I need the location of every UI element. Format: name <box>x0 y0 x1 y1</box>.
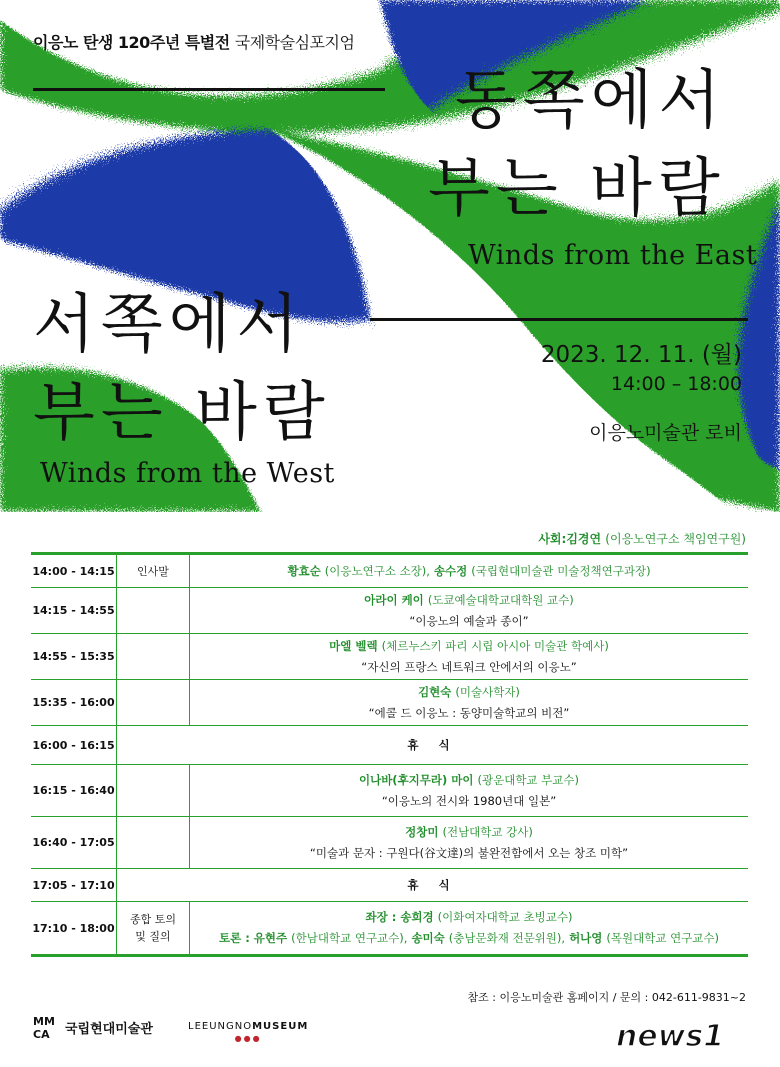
time-cell: 17:10 - 18:00 <box>31 902 117 954</box>
table-row <box>31 902 748 954</box>
leeungno-museum-logo <box>188 1021 308 1043</box>
news1-logo-icon <box>612 1012 772 1056</box>
table-row <box>31 869 748 902</box>
speaker-name: 토론 : 유현주 <box>218 931 288 945</box>
event-time: 14:00 – 18:00 <box>610 373 742 395</box>
speaker-line <box>359 770 579 791</box>
hero-artwork <box>0 0 780 512</box>
speaker-name: 송수정 <box>433 563 468 578</box>
speaker-name: 마엘 벨렉 <box>329 638 378 653</box>
east-title-line1: 동쪽에서 <box>455 64 727 138</box>
west-title-line2: 부는 바람 <box>33 376 331 450</box>
table-row <box>31 817 748 869</box>
event-subtitle <box>33 30 354 53</box>
leeungno-dots-icon: ●●● <box>234 1034 262 1043</box>
table-row <box>31 588 748 634</box>
table-row <box>31 555 748 588</box>
time-cell: 14:15 - 14:55 <box>31 588 117 633</box>
speaker-affiliation: (이응노연구소 소장), <box>324 563 430 578</box>
table-row <box>31 680 748 726</box>
moderator-label: 사회:김경연 <box>538 532 602 546</box>
speaker-name: 송미숙 <box>411 931 445 945</box>
west-title-line1: 서쪽에서 <box>33 288 305 362</box>
news1-text: news1 <box>616 1019 725 1054</box>
speaker-affiliation: (이화여자대학교 초빙교수) <box>437 910 573 924</box>
speaker-affiliation: (충남문화재 전문위원), <box>448 931 566 945</box>
west-english-title: Winds from the West <box>40 458 335 489</box>
time-cell: 16:00 - 16:15 <box>31 726 117 764</box>
table-row <box>31 765 748 817</box>
event-venue: 이응노미술관 로비 <box>589 422 742 444</box>
time-cell: 16:40 - 17:05 <box>31 817 117 868</box>
speaker-name: 황효순 <box>287 563 321 578</box>
speaker-line <box>219 928 719 949</box>
speaker-affiliation: (전남대학교 강사) <box>442 824 533 839</box>
speaker-line <box>405 822 533 843</box>
schedule-table <box>31 552 748 957</box>
speaker-affiliation: (목원대학교 연구교수) <box>606 931 720 945</box>
category-cell <box>117 634 190 679</box>
category-label: 인사말 <box>137 564 169 578</box>
moderator <box>538 530 746 547</box>
category-cell <box>117 765 190 816</box>
speaker-affiliation: (국립현대미술관 미술정책연구과장) <box>471 563 651 578</box>
mmca-mark-icon <box>33 1014 61 1040</box>
speaker-line <box>366 907 573 928</box>
break-label: 휴 식 <box>407 877 458 892</box>
speaker-affiliation: (한남대학교 연구교수), <box>291 931 408 945</box>
category-cell <box>117 680 190 725</box>
talk-title: “이응노의 예술과 종이” <box>409 613 529 628</box>
table-row <box>31 726 748 765</box>
speaker-line <box>329 636 609 657</box>
speaker-affiliation: (광운대학교 부교수) <box>477 772 579 787</box>
category-label: 종합 토의 및 질의 <box>129 913 176 943</box>
speaker-affiliation: (도쿄예술대학교대학원 교수) <box>427 592 574 607</box>
speaker-line <box>364 590 574 611</box>
break-label: 휴 식 <box>407 737 458 752</box>
speaker-line <box>418 682 520 703</box>
session-cell <box>190 902 748 954</box>
time-cell: 16:15 - 16:40 <box>31 765 117 816</box>
speaker-name: 정창미 <box>405 824 439 839</box>
time-cell: 14:00 - 14:15 <box>31 555 117 587</box>
speaker-line <box>287 561 650 582</box>
subtitle-light: 국제학술심포지엄 <box>234 33 355 52</box>
mmca-logo <box>33 1014 153 1040</box>
speaker-affiliation: (미술사학자) <box>455 684 520 699</box>
session-cell <box>190 680 748 725</box>
svg-text:CA: CA <box>33 1028 50 1040</box>
session-cell <box>190 765 748 816</box>
speaker-name: 이나바(후지무라) 마이 <box>358 772 474 787</box>
leeungno-suffix: MUSEUM <box>252 1021 309 1032</box>
news1-watermark <box>612 1012 772 1060</box>
category-cell <box>117 902 190 954</box>
speaker-affiliation: (체르누스키 파리 시립 아시아 미술관 학예사) <box>381 638 609 653</box>
middle-right-rule <box>370 318 748 321</box>
subtitle-bold: 이응노 탄생 120주년 특별전 <box>33 33 230 52</box>
speaker-name: 허나영 <box>569 931 603 945</box>
category-cell <box>117 817 190 868</box>
time-cell: 15:35 - 16:00 <box>31 680 117 725</box>
session-cell <box>190 588 748 633</box>
reference-contact: 참조 : 이응노미술관 홈페이지 / 문의 : 042-611-9831~2 <box>467 991 746 1004</box>
mmca-name: 국립현대미술관 <box>65 1021 153 1037</box>
speaker-name: 좌장 : 송희경 <box>365 910 434 924</box>
east-title-line2: 부는 바람 <box>428 152 726 226</box>
talk-title: “자신의 프랑스 네트워크 안에서의 이응노” <box>361 659 577 674</box>
leeungno-prefix: LEEUNGNO <box>188 1021 253 1032</box>
top-left-rule <box>33 88 385 91</box>
session-cell <box>190 817 748 868</box>
category-cell <box>117 555 190 587</box>
talk-title: “미술과 문자 : 구원다(谷文達)의 불완전함에서 오는 창조 미학” <box>309 845 629 860</box>
time-cell: 14:55 - 15:35 <box>31 634 117 679</box>
speaker-name: 아라이 케이 <box>364 592 424 607</box>
event-date: 2023. 12. 11. (월) <box>540 342 742 368</box>
table-row <box>31 634 748 680</box>
session-cell <box>190 634 748 679</box>
time-cell: 17:05 - 17:10 <box>31 869 117 901</box>
talk-title: “에콜 드 이응노 : 동양미술학교의 비전” <box>368 705 570 720</box>
svg-text:MM: MM <box>33 1015 55 1028</box>
category-cell <box>117 588 190 633</box>
session-cell <box>190 555 748 587</box>
east-english-title: Winds from the East <box>468 240 758 271</box>
speaker-name: 김현숙 <box>418 684 452 699</box>
moderator-affiliation: (이응노연구소 책임연구원) <box>605 532 746 546</box>
break-cell <box>117 726 748 764</box>
talk-title: “이응노의 전시와 1980년대 일본” <box>381 793 557 808</box>
break-cell <box>117 869 748 901</box>
